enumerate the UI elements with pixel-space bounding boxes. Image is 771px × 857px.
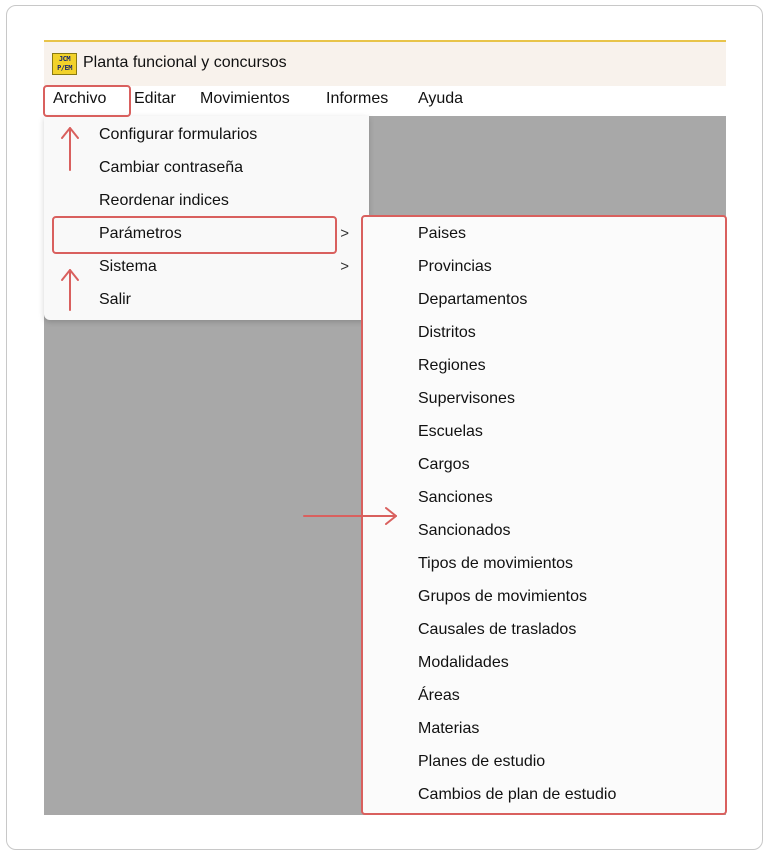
submenu-item-distritos[interactable]: Distritos	[418, 324, 476, 341]
submenu-item-escuelas[interactable]: Escuelas	[418, 423, 483, 440]
menu-item-cambiar-contrasena[interactable]: Cambiar contraseña	[99, 159, 244, 176]
title-bar	[44, 40, 726, 86]
submenu-item-grupos-de-movimientos[interactable]: Grupos de movimientos	[418, 588, 587, 605]
menu-item-sistema[interactable]: Sistema	[99, 258, 157, 275]
submenu-item-modalidades[interactable]: Modalidades	[418, 654, 509, 671]
submenu-item-cargos[interactable]: Cargos	[418, 456, 470, 473]
submenu-item-supervisones[interactable]: Supervisones	[418, 390, 515, 407]
submenu-item-sancionados[interactable]: Sancionados	[418, 522, 511, 539]
submenu-item-areas[interactable]: Áreas	[418, 687, 460, 704]
submenu-item-sanciones[interactable]: Sanciones	[418, 489, 493, 506]
chevron-right-icon: >	[340, 258, 349, 275]
menu-item-reordenar-indices[interactable]: Reordenar indices	[99, 192, 229, 209]
menu-informes[interactable]: Informes	[326, 90, 389, 107]
menu-movimientos[interactable]: Movimientos	[200, 90, 290, 107]
menu-bar	[44, 86, 726, 116]
submenu-item-cambios-de-plan-de-estudio[interactable]: Cambios de plan de estudio	[418, 786, 617, 803]
menu-item-salir[interactable]: Salir	[99, 291, 132, 308]
menu-editar[interactable]: Editar	[134, 90, 176, 107]
window-title: Planta funcional y concursos	[83, 54, 287, 71]
app-logo-icon: JCM P/EM	[52, 53, 77, 75]
submenu-item-causales-de-traslados[interactable]: Causales de traslados	[418, 621, 577, 638]
submenu-item-paises[interactable]: Paises	[418, 225, 467, 242]
archivo-dropdown	[44, 116, 369, 320]
submenu-item-provincias[interactable]: Provincias	[418, 258, 492, 275]
chevron-right-icon: >	[340, 225, 349, 242]
menu-item-configurar-formularios[interactable]: Configurar formularios	[99, 126, 258, 143]
submenu-item-departamentos[interactable]: Departamentos	[418, 291, 528, 308]
parametros-submenu	[362, 216, 726, 814]
submenu-item-regiones[interactable]: Regiones	[418, 357, 486, 374]
submenu-item-planes-de-estudio[interactable]: Planes de estudio	[418, 753, 546, 770]
menu-item-parametros[interactable]: Parámetros	[99, 225, 182, 242]
submenu-item-tipos-de-movimientos[interactable]: Tipos de movimientos	[418, 555, 574, 572]
menu-ayuda[interactable]: Ayuda	[418, 90, 464, 107]
menu-archivo[interactable]: Archivo	[53, 90, 107, 107]
submenu-item-materias[interactable]: Materias	[418, 720, 480, 737]
